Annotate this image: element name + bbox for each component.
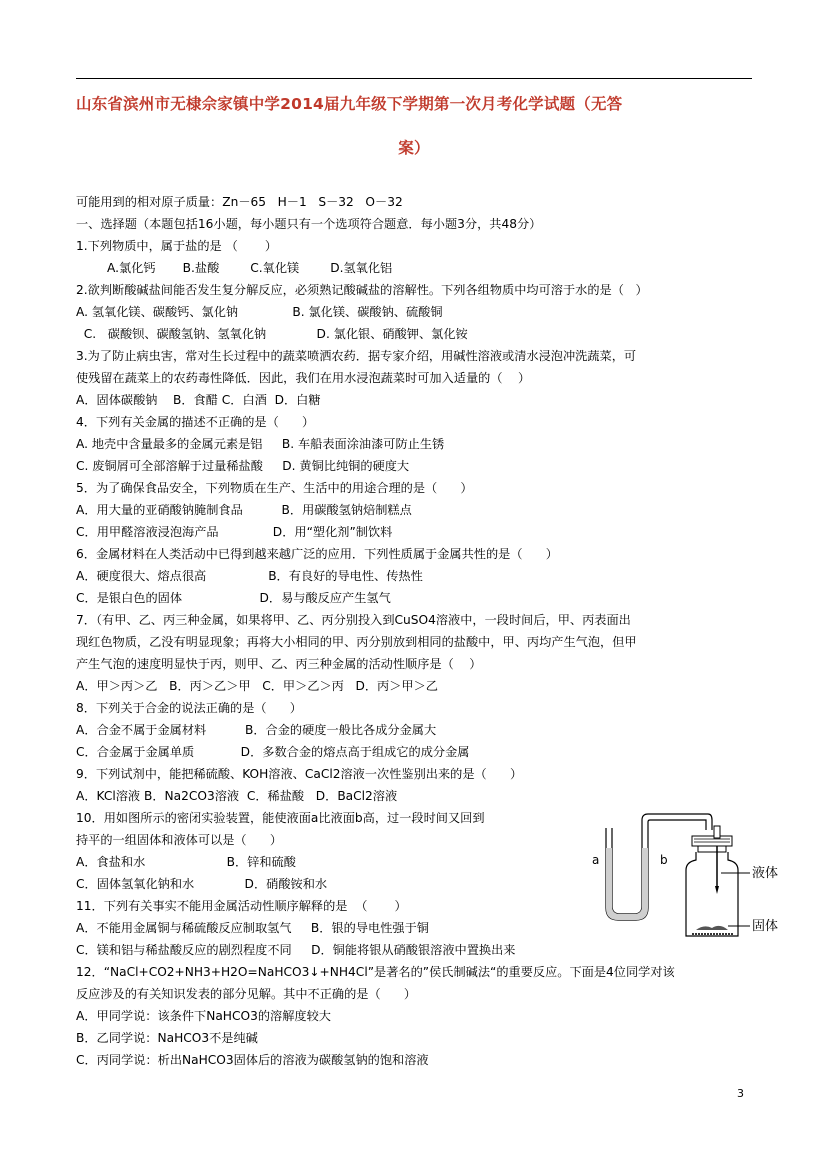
text-line: A．固体碳酸钠 B．食醋 C．白酒 D．白糖 xyxy=(76,393,321,407)
page-title-line1: 山东省滨州市无棣佘家镇中学2014届九年级下学期第一次月考化学试题（无答 xyxy=(76,95,623,113)
text-line: 5．为了确保食品安全，下列物质在生产、生活中的用途合理的是（ ） xyxy=(76,481,473,495)
label-b: b xyxy=(660,853,668,867)
text-line: C．镁和铝与稀盐酸反应的剧烈程度不同 D．铜能将银从硝酸银溶液中置换出来 xyxy=(76,943,516,957)
text-line: A.氯化钙 B.盐酸 C.氧化镁 D.氢氧化铝 xyxy=(76,261,393,275)
text-line: A．甲＞丙＞乙 B．丙＞乙＞甲 C．甲＞乙＞丙 D．丙＞甲＞乙 xyxy=(76,679,438,693)
text-line: C. 废铜屑可全部溶解于过量稀盐酸 D. 黄铜比纯铜的硬度大 xyxy=(76,459,410,473)
label-liquid: 液体 xyxy=(752,866,779,881)
text-line: 2.欲判断酸碱盐间能否发生复分解反应，必须熟记酸碱盐的溶解性。下列各组物质中均可溶于水的是（ ） xyxy=(76,283,648,297)
text-line: A．用大量的亚硝酸钠腌制食品 B．用碳酸氢钠焙制糕点 xyxy=(76,503,412,517)
text-line: 现红色物质，乙没有明显现象；再将大小相同的甲、丙分别放到相同的盐酸中，甲、丙均产生气泡，但甲 xyxy=(76,635,637,649)
text-line: C. 碳酸钡、碳酸氢钠、氢氧化钠 D. 氯化银、硝酸钾、氯化铵 xyxy=(76,327,468,341)
header-rule xyxy=(76,78,752,79)
text-line: C．固体氢氧化钠和水 D．硝酸铵和水 xyxy=(76,877,328,891)
text-line: 产生气泡的速度明显快于丙，则甲、乙、丙三种金属的活动性顺序是（ ） xyxy=(76,657,482,671)
text-line: 反应涉及的有关知识发表的部分见解。其中不正确的是（ ） xyxy=(76,987,417,1001)
text-line: 使残留在蔬菜上的农药毒性降低．因此，我们在用水浸泡蔬菜时可加入适量的（ ） xyxy=(76,371,531,385)
text-line: C．丙同学说：析出NaHCO3固体后的溶液为碳酸氢钠的饱和溶液 xyxy=(76,1053,429,1067)
text-line: 4．下列有关金属的描述不正确的是（ ） xyxy=(76,415,315,429)
text-line: A．合金不属于金属材料 B．合金的硬度一般比各成分金属大 xyxy=(76,723,437,737)
label-a: a xyxy=(592,853,600,867)
text-line: A．硬度很大、熔点很高 B．有良好的导电性、传热性 xyxy=(76,569,423,583)
text-line: C．用甲醛溶液浸泡海产品 D．用“塑化剂”制饮料 xyxy=(76,525,393,539)
text-line: 12．“NaCl+CO2+NH3+H2O=NaHCO3↓+NH4Cl”是著名的”侯氏制碱法“的重要反应。下面是4位同学对该 xyxy=(76,965,675,979)
text-line: B．乙同学说：NaHCO3不是纯碱 xyxy=(76,1031,258,1045)
page-title-line2: 案） xyxy=(398,139,430,157)
text-line: 一、选择题（本题包括16小题，每小题只有一个选项符合题意．每小题3分，共48分） xyxy=(76,217,542,231)
text-line: A．KCl溶液 B．Na2CO3溶液 C．稀盐酸 D．BaCl2溶液 xyxy=(76,789,398,803)
text-line: 10．用如图所示的密闭实验装置，能使液面a比液面b高，过一段时间又回到 xyxy=(76,811,485,825)
text-line: 6．金属材料在人类活动中已得到越来越广泛的应用．下列性质属于金属共性的是（ ） xyxy=(76,547,558,561)
text-line: A. 地壳中含量最多的金属元素是铝 B. 车船表面涂油漆可防止生锈 xyxy=(76,437,445,451)
text-line: 可能用到的相对原子质量：Zn－65 H－1 S－32 O－32 xyxy=(76,195,403,209)
text-line: 8．下列关于合金的说法正确的是（ ） xyxy=(76,701,302,715)
apparatus-figure xyxy=(588,808,788,944)
text-line: A. 氢氧化镁、碳酸钙、氯化钠 B. 氯化镁、碳酸钠、硫酸铜 xyxy=(76,305,443,319)
text-line: 11．下列有关事实不能用金属活动性顺序解释的是 （ ） xyxy=(76,899,407,913)
text-line: A．食盐和水 B．锌和硫酸 xyxy=(76,855,296,869)
text-line: 1.下列物质中，属于盐的是 （ ） xyxy=(76,239,278,253)
text-line: C．是银白色的固体 D．易与酸反应产生氢气 xyxy=(76,591,391,605)
text-line: A．甲同学说：该条件下NaHCO3的溶解度较大 xyxy=(76,1009,331,1023)
text-line: 9．下列试剂中，能把稀硫酸、KOH溶液、CaCl2溶液一次性鉴别出来的是（ ） xyxy=(76,767,523,781)
text-line: 3.为了防止病虫害，常对生长过程中的蔬菜喷洒农药．据专家介绍，用碱性溶液或清水浸泡冲洗蔬菜，可 xyxy=(76,349,637,363)
page-number: 3 xyxy=(737,1087,744,1100)
label-solid: 固体 xyxy=(752,919,779,934)
text-line: 7．（有甲、乙、丙三种金属，如果将甲、乙、丙分别投入到CuSO4溶液中，一段时间后，甲、丙表面出 xyxy=(76,613,631,627)
text-line: C．合金属于金属单质 D．多数合金的熔点高于组成它的成分金属 xyxy=(76,745,470,759)
text-line: A．不能用金属铜与稀硫酸反应制取氢气 B．银的导电性强于铜 xyxy=(76,921,429,935)
text-line: 持平的一组固体和液体可以是（ ） xyxy=(76,833,283,847)
